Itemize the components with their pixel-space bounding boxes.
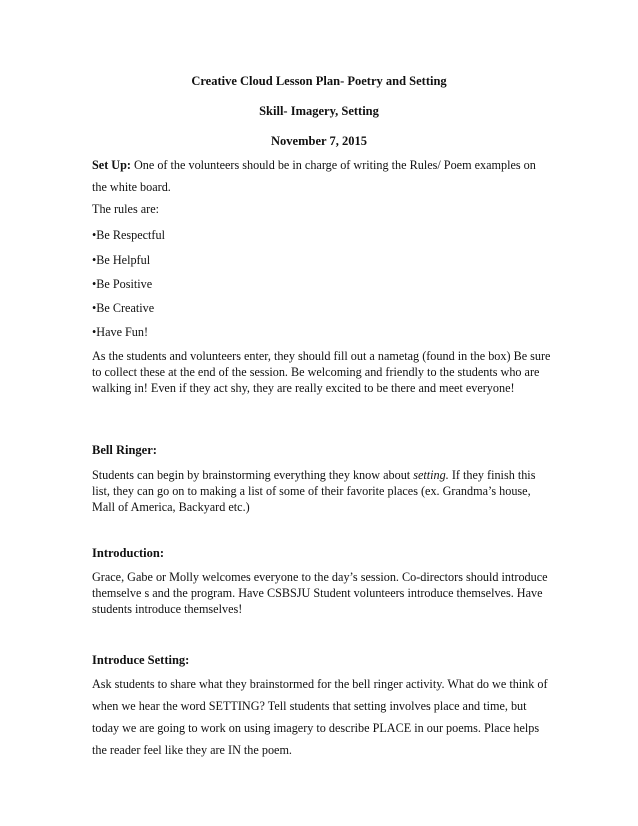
setup-text: One of the volunteers should be in charge of writing the Rules/ Poem examples on the white board. — [92, 158, 536, 194]
date-line: November 7, 2015 — [271, 134, 367, 148]
rule-item: •Have Fun! — [92, 325, 149, 339]
introduce-setting-heading: Introduce Setting: — [92, 653, 190, 667]
skill-line: Skill- Imagery, Setting — [259, 104, 379, 118]
setup-paragraph — [92, 154, 552, 198]
document-title: Creative Cloud Lesson Plan- Poetry and Setting — [191, 74, 447, 88]
bell-ringer-text-after: If they finish this list, they can go on to making a list of some of their favorite places (ex. Grandma’s house, Mall of America, Backyard etc.) — [92, 468, 536, 514]
bell-ringer-heading: Bell Ringer: — [92, 443, 157, 457]
introduction-heading: Introduction: — [92, 546, 165, 560]
introduction-paragraph: Grace, Gabe or Molly welcomes everyone to the day’s session. Co-directors should introduce themselve s and the program. Have CSBSJU Student volunteers introduce themselves. Have students introduce themselves! — [92, 570, 548, 616]
rules-intro: The rules are: — [92, 202, 159, 216]
rule-item: •Be Respectful — [92, 228, 165, 242]
setup-label: Set Up: — [92, 158, 131, 172]
introduce-setting-paragraph: Ask students to share what they brainstormed for the bell ringer activity. What do we think of when we hear the word SETTING? Tell students that setting involves place and time, but today we are going to work on using imagery to describe PLACE in our poems. Place helps the reader feel like they are IN the poem. — [92, 677, 548, 757]
bell-ringer-text-before: Students can begin by brainstorming everything they know about — [92, 468, 414, 482]
rule-item: •Be Creative — [92, 301, 155, 315]
arrival-paragraph: As the students and volunteers enter, they should fill out a nametag (found in the box) Be sure to collect these at the end of the session. Be welcoming and friendly to the students who are walking in! Even if they act shy, they are really excited to be there and meet everyone! — [92, 349, 551, 395]
bell-ringer-paragraph — [92, 467, 552, 515]
rule-item: •Be Positive — [92, 277, 153, 291]
rule-item: •Be Helpful — [92, 253, 151, 267]
bell-ringer-emphasis: setting. — [413, 468, 449, 482]
